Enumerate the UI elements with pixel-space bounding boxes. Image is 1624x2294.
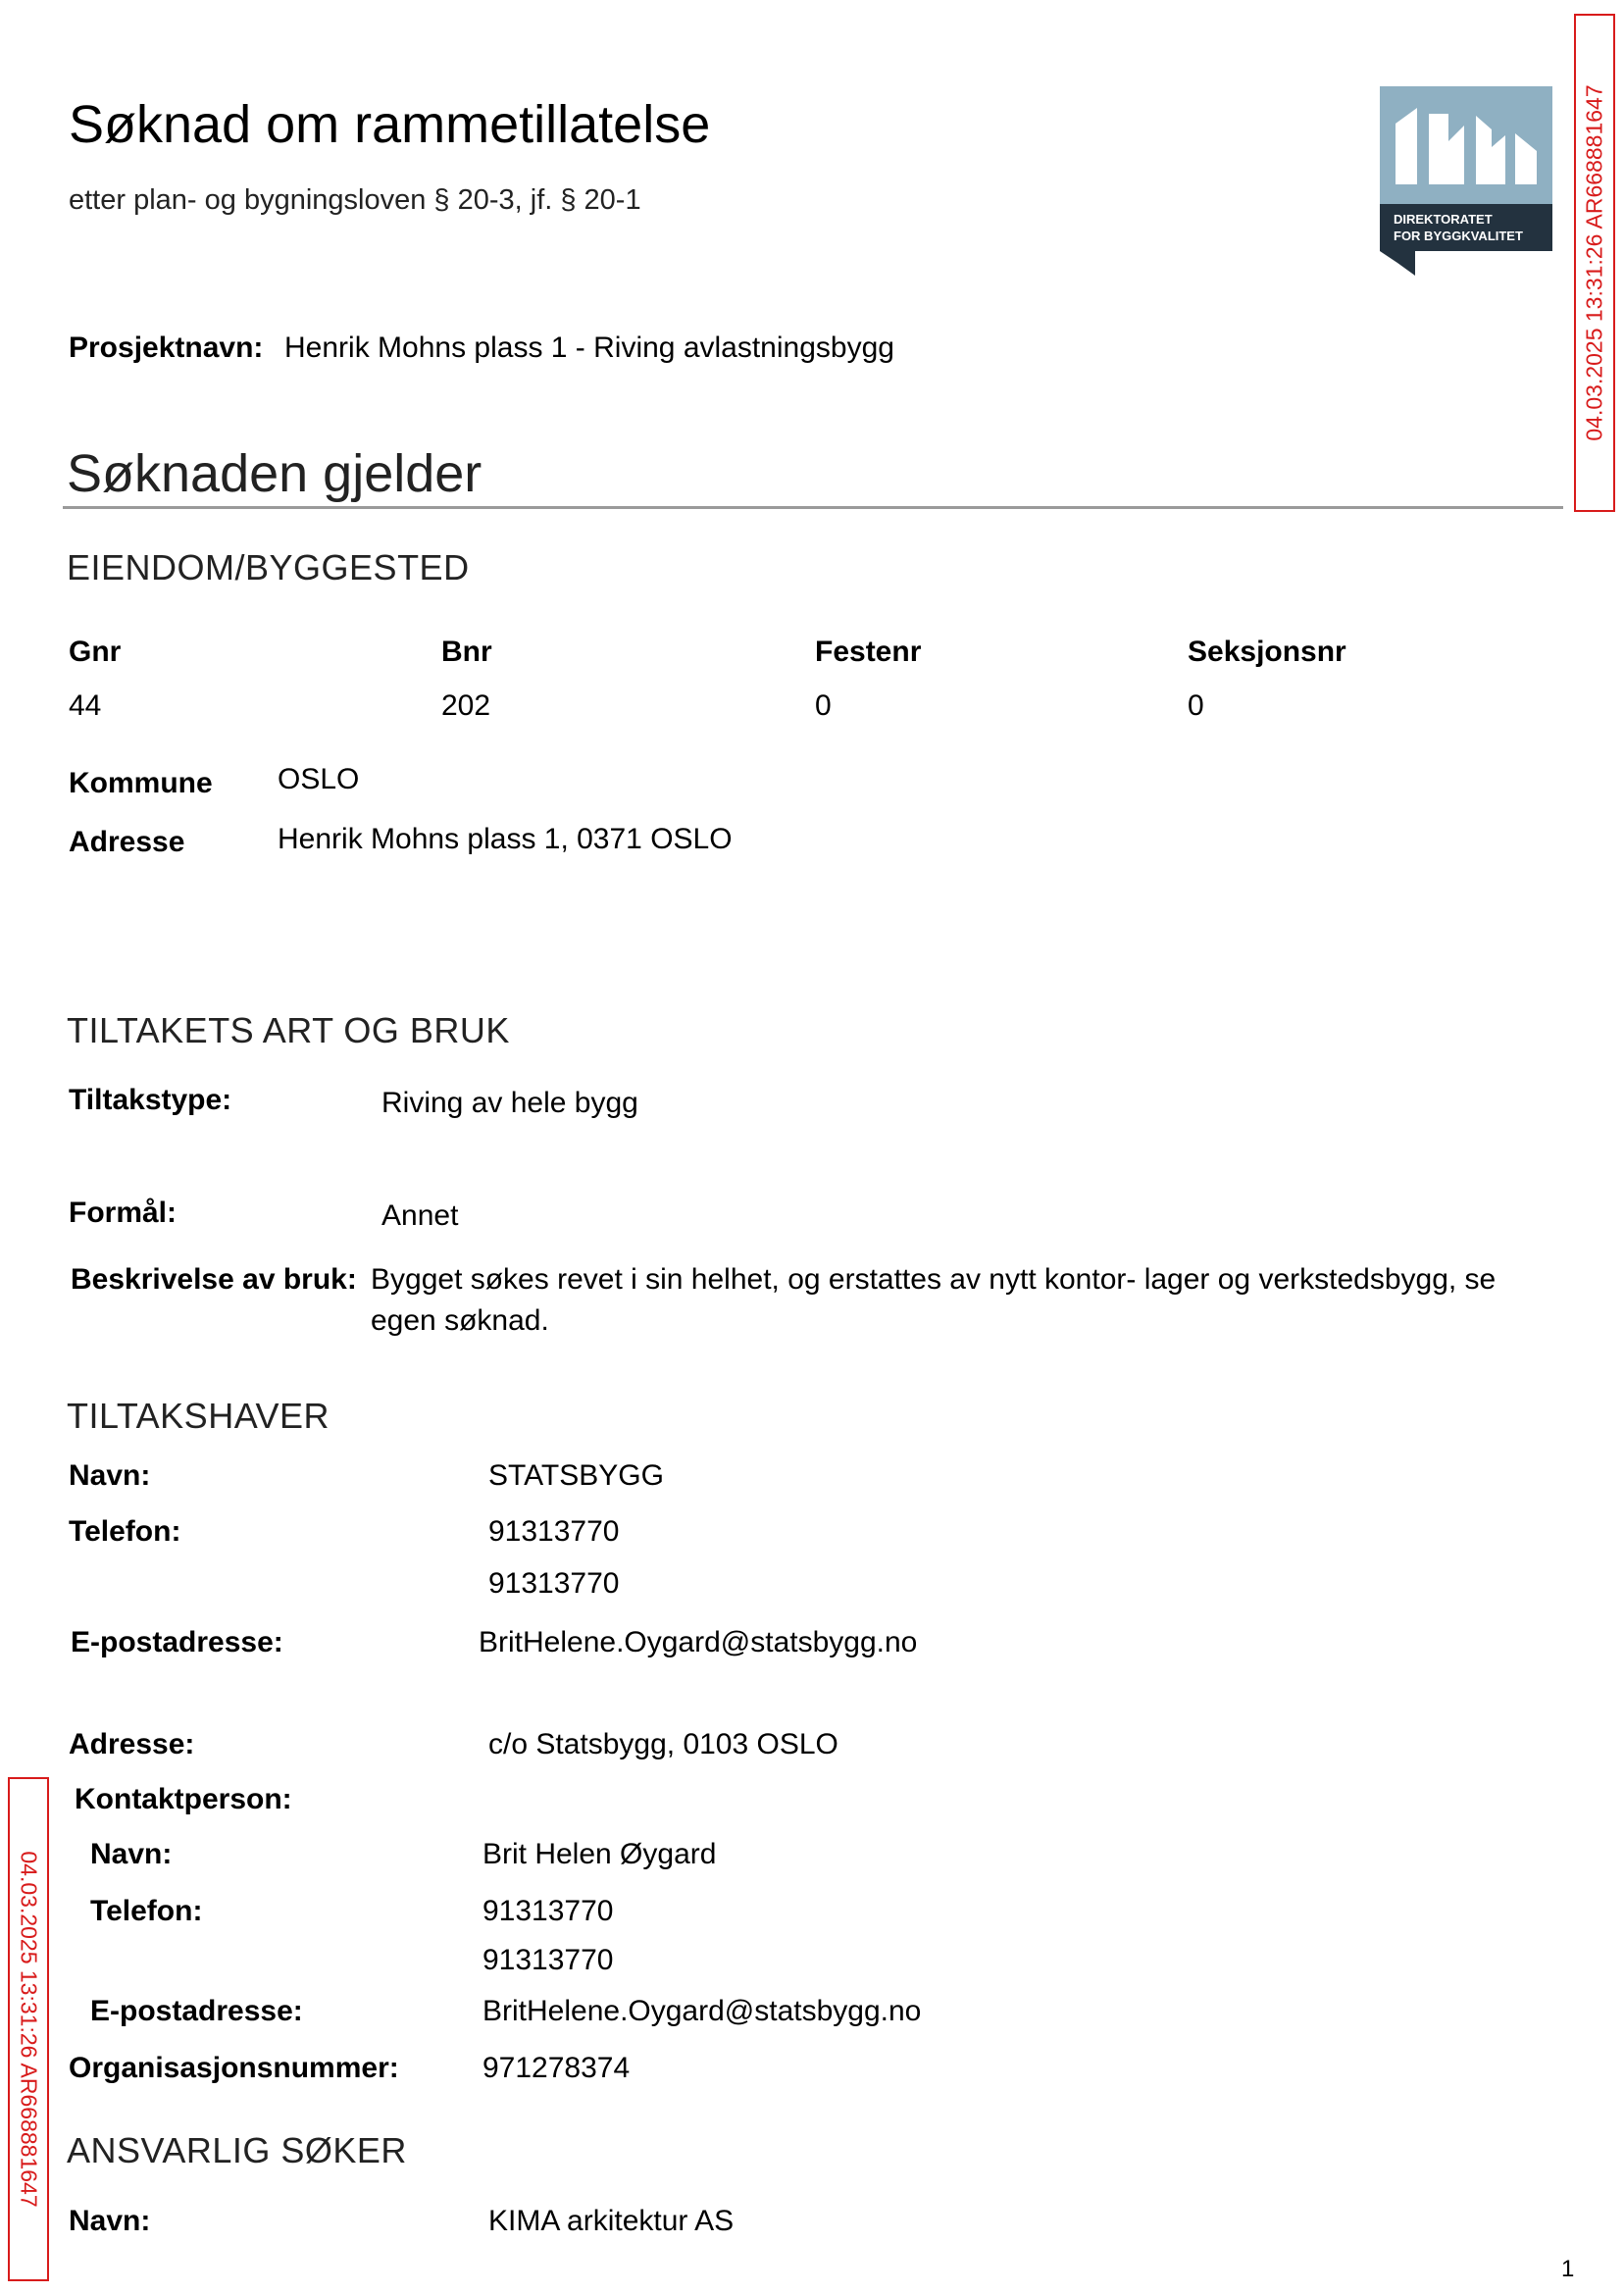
kontakt-navn-label: Navn:: [90, 1838, 173, 1870]
adresse-label: Adresse: [69, 826, 185, 858]
project-label: Prosjektnavn:: [69, 331, 264, 364]
logo-text-line2: FOR BYGGKVALITET: [1394, 229, 1523, 243]
tiltakshaver-navn-value: STATSBYGG: [488, 1459, 664, 1492]
seksjonsnr-value: 0: [1188, 689, 1204, 722]
adresse-value: Henrik Mohns plass 1, 0371 OSLO: [278, 823, 733, 855]
beskrivelse-line1: Bygget søkes revet i sin helhet, og erstattes av nytt kontor- lager og verkstedsbygg, se: [371, 1263, 1497, 1296]
ansvarlig-heading: ANSVARLIG SØKER: [67, 2130, 407, 2170]
section-heading: Søknaden gjelder: [67, 444, 482, 503]
stamp-text: 04.03.2025 13:31:26 AR668881647: [1581, 84, 1607, 441]
bnr-value: 202: [441, 689, 491, 722]
festenr-value: 0: [815, 689, 832, 722]
tiltakshaver-navn-label: Navn:: [69, 1459, 151, 1492]
tiltakshaver-epost-value: BritHelene.Oygard@statsbygg.no: [479, 1626, 918, 1658]
dibk-logo: [1380, 86, 1552, 276]
formal-label: Formål:: [69, 1197, 178, 1229]
tiltakshaver-adresse-value: c/o Statsbygg, 0103 OSLO: [488, 1728, 838, 1760]
kontakt-telefon-value-2: 91313770: [482, 1944, 614, 1976]
section-divider: [63, 506, 1563, 509]
beskrivelse-line2: egen søknad.: [371, 1304, 549, 1337]
tiltakshaver-telefon-label: Telefon:: [69, 1515, 181, 1548]
tiltakshaver-adresse-label: Adresse:: [69, 1728, 195, 1760]
timestamp-stamp-right: [1574, 14, 1615, 512]
tiltakshaver-epost-label: E-postadresse:: [71, 1626, 283, 1658]
tiltak-heading: TILTAKETS ART OG BRUK: [67, 1010, 510, 1050]
tiltakstype-label: Tiltakstype:: [69, 1084, 232, 1116]
dibk-logo-graphic: [1380, 86, 1552, 276]
festenr-label: Festenr: [815, 636, 922, 668]
tiltakshaver-telefon-value-2: 91313770: [488, 1567, 620, 1600]
kontakt-telefon-value-1: 91313770: [482, 1895, 614, 1927]
project-value: Henrik Mohns plass 1 - Riving avlastningsbygg: [284, 331, 894, 364]
orgnr-label: Organisasjonsnummer:: [69, 2052, 399, 2084]
property-heading: EIENDOM/BYGGESTED: [67, 547, 470, 587]
kommune-value: OSLO: [278, 763, 360, 795]
tiltakstype-value: Riving av hele bygg: [381, 1087, 638, 1119]
orgnr-value: 971278374: [482, 2052, 631, 2084]
document-subtitle: etter plan- og bygningsloven § 20-3, jf. § 20-1: [69, 184, 641, 216]
kontakt-navn-value: Brit Helen Øygard: [482, 1838, 717, 1870]
kontakt-epost-label: E-postadresse:: [90, 1995, 303, 2027]
gnr-label: Gnr: [69, 636, 122, 668]
tiltakshaver-telefon-value-1: 91313770: [488, 1515, 620, 1548]
beskrivelse-label: Beskrivelse av bruk:: [71, 1263, 357, 1296]
timestamp-stamp-left: [8, 1777, 49, 2281]
document-title: Søknad om rammetillatelse: [69, 95, 711, 154]
tiltakshaver-heading: TILTAKSHAVER: [67, 1396, 330, 1436]
kontakt-epost-value: BritHelene.Oygard@statsbygg.no: [482, 1995, 922, 2027]
kontakt-telefon-label: Telefon:: [90, 1895, 203, 1927]
gnr-value: 44: [69, 689, 102, 722]
stamp-text: 04.03.2025 13:31:26 AR668881647: [16, 1851, 42, 2208]
bnr-label: Bnr: [441, 636, 492, 668]
ansvarlig-navn-label: Navn:: [69, 2205, 151, 2237]
ansvarlig-navn-value: KIMA arkitektur AS: [488, 2205, 735, 2237]
page-number: 1: [1561, 2256, 1575, 2282]
kommune-label: Kommune: [69, 767, 213, 799]
seksjonsnr-label: Seksjonsnr: [1188, 636, 1346, 668]
formal-value: Annet: [381, 1199, 459, 1232]
kontaktperson-label: Kontaktperson:: [75, 1783, 292, 1815]
logo-text-line1: DIREKTORATET: [1394, 212, 1493, 227]
